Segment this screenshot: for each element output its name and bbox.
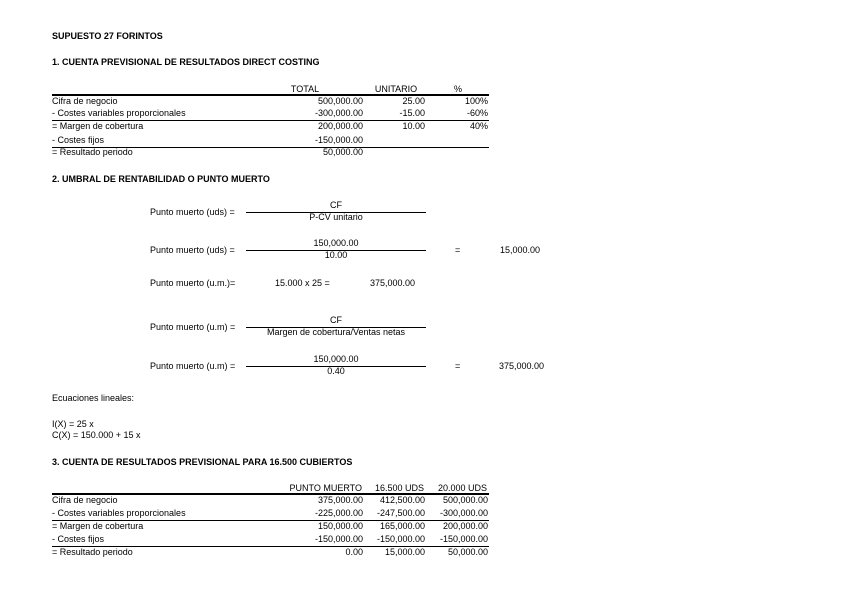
formula5-equals: = — [455, 361, 461, 371]
formula5-result: 375,000.00 — [498, 361, 544, 371]
formula2-result: 15,000.00 — [499, 245, 540, 255]
row-label: = Margen de cobertura — [52, 121, 144, 131]
row-16500: -247,500.00 — [376, 508, 425, 518]
row-pm: 0.00 — [345, 547, 363, 557]
row-label: Cifra de negocio — [52, 495, 118, 505]
row-unit: 25.00 — [402, 96, 425, 106]
formula5-label: Punto muerto (u.m) = — [150, 361, 236, 371]
row-16500: -150,000.00 — [376, 534, 425, 544]
row-pm: -225,000.00 — [314, 508, 363, 518]
formula4-denominator: Margen de cobertura/Ventas netas — [266, 327, 406, 337]
row-20000: 500,000.00 — [442, 495, 488, 505]
formula2-equals: = — [455, 245, 461, 255]
col-header-total: TOTAL — [290, 84, 320, 94]
row-pm: 150,000.00 — [317, 521, 363, 531]
formula1-denominator: P-CV unitario — [309, 212, 363, 222]
row-20000: 50,000.00 — [447, 547, 488, 557]
row-label: = Margen de cobertura — [52, 521, 144, 531]
row-16500: 15,000.00 — [384, 547, 425, 557]
row-16500: 412,500.00 — [379, 495, 425, 505]
row-pm: -150,000.00 — [314, 534, 363, 544]
formula3-expression: 15.000 x 25 = — [275, 278, 330, 288]
row-20000: -300,000.00 — [439, 508, 488, 518]
formula1-numerator: CF — [330, 200, 342, 210]
formula2-denominator: 10.00 — [324, 250, 348, 260]
col-header-unitario: UNITARIO — [374, 84, 418, 94]
row-16500: 165,000.00 — [379, 521, 425, 531]
section1-heading: 1. CUENTA PREVISIONAL DE RESULTADOS DIRECT COSTING — [52, 57, 320, 67]
equation-cost: C(X) = 150.000 + 15 x — [52, 430, 141, 440]
row-unit: -15.00 — [399, 108, 425, 118]
row-total: 200,000.00 — [317, 121, 363, 131]
row-20000: 200,000.00 — [442, 521, 488, 531]
col-header-percent: % — [453, 84, 462, 94]
col-header-16500: 16.500 UDS — [374, 483, 424, 493]
row-label: = Resultado periodo — [52, 547, 133, 557]
formula5-numerator: 150,000.00 — [313, 354, 359, 364]
row-label: - Costes variables proporcionales — [52, 508, 186, 518]
row-label: - Costes fijos — [52, 135, 105, 145]
formula3-result: 375,000.00 — [370, 278, 416, 288]
row-pm: 375,000.00 — [317, 495, 363, 505]
row-label: = Resultado periodo — [52, 147, 133, 157]
equation-income: I(X) = 25 x — [52, 419, 94, 429]
row-total: -300,000.00 — [314, 108, 363, 118]
formula1-label: Punto muerto (uds) = — [150, 207, 235, 217]
equations-heading: Ecuaciones lineales: — [52, 393, 135, 403]
formula4-label: Punto muerto (u.m) = — [150, 322, 236, 332]
formula2-label: Punto muerto (uds) = — [150, 245, 235, 255]
formula5-denominator: 0.40 — [327, 366, 345, 376]
section3-heading: 3. CUENTA DE RESULTADOS PREVISIONAL PARA 16.500 CUBIERTOS — [52, 457, 353, 467]
col-header-20000: 20.000 UDS — [437, 483, 487, 493]
row-total: -150,000.00 — [314, 135, 363, 145]
formula4-numerator: CF — [330, 315, 342, 325]
col-header-punto-muerto: PUNTO MUERTO — [289, 483, 362, 493]
row-pct: 100% — [464, 96, 488, 106]
row-unit: 10.00 — [402, 121, 425, 131]
row-label: - Costes variables proporcionales — [52, 108, 186, 118]
row-total: 50,000.00 — [322, 147, 363, 157]
formula3-label: Punto muerto (u.m.)= — [150, 278, 236, 288]
row-total: 500,000.00 — [317, 96, 363, 106]
row-pct: -60% — [466, 108, 488, 118]
row-label: Cifra de negocio — [52, 96, 118, 106]
section2-heading: 2. UMBRAL DE RENTABILIDAD O PUNTO MUERTO — [52, 174, 270, 184]
row-pct: 40% — [469, 121, 488, 131]
row-label: - Costes fijos — [52, 534, 105, 544]
row-20000: -150,000.00 — [439, 534, 488, 544]
formula2-numerator: 150,000.00 — [313, 238, 359, 248]
document-title: SUPUESTO 27 FORINTOS — [52, 31, 163, 41]
